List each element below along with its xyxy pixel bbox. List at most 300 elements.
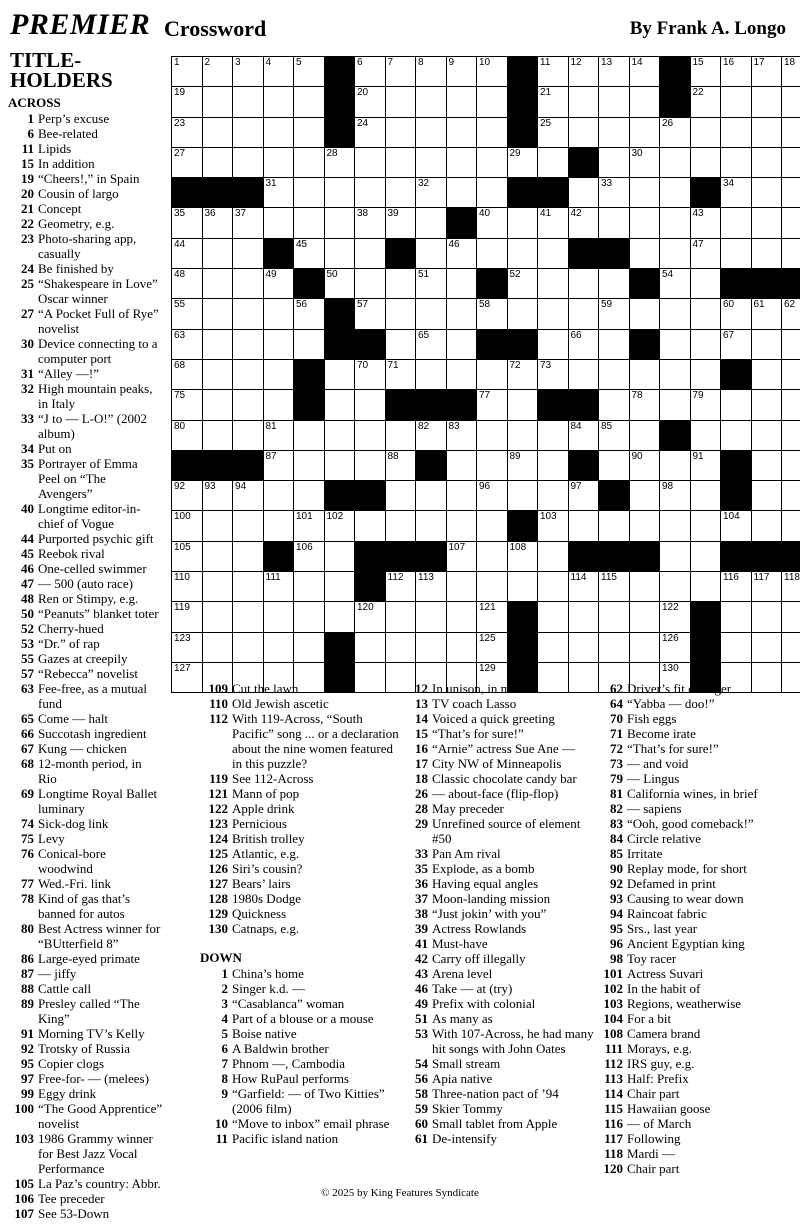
grid-cell[interactable] [447,602,477,631]
grid-cell[interactable] [691,87,721,116]
grid-cell[interactable] [508,299,538,328]
grid-cell[interactable] [599,148,629,177]
grid-cell[interactable] [386,299,416,328]
grid-cell[interactable] [447,57,477,86]
grid-cell[interactable] [599,390,629,419]
grid-cell[interactable] [477,481,507,510]
grid-cell[interactable] [172,481,202,510]
grid-cell[interactable] [752,148,782,177]
grid-cell[interactable] [660,239,690,268]
grid-cell[interactable] [172,269,202,298]
grid-cell[interactable] [355,390,385,419]
grid-cell[interactable] [447,178,477,207]
grid-cell[interactable] [477,148,507,177]
grid-cell[interactable] [782,633,800,662]
grid-cell[interactable] [203,269,233,298]
grid-cell[interactable] [172,208,202,237]
grid-cell[interactable] [386,118,416,147]
grid-cell[interactable] [203,390,233,419]
grid-cell[interactable] [569,481,599,510]
grid-cell[interactable] [203,360,233,389]
grid-cell[interactable] [477,178,507,207]
grid-cell[interactable] [416,572,446,601]
grid-cell[interactable] [386,269,416,298]
grid-cell[interactable] [203,542,233,571]
grid-cell[interactable] [508,542,538,571]
grid-cell[interactable] [294,239,324,268]
grid-cell[interactable] [782,239,800,268]
grid-cell[interactable] [294,421,324,450]
grid-cell[interactable] [447,299,477,328]
grid-cell[interactable] [599,330,629,359]
grid-cell[interactable] [447,148,477,177]
grid-cell[interactable] [569,87,599,116]
grid-cell[interactable] [660,330,690,359]
grid-cell[interactable] [752,178,782,207]
grid-cell[interactable] [294,511,324,540]
grid-cell[interactable] [691,118,721,147]
grid-cell[interactable] [538,451,568,480]
grid-cell[interactable] [752,511,782,540]
grid-cell[interactable] [477,451,507,480]
grid-cell[interactable] [538,299,568,328]
grid-cell[interactable] [538,421,568,450]
grid-cell[interactable] [447,572,477,601]
grid-cell[interactable] [752,633,782,662]
grid-cell[interactable] [782,148,800,177]
grid-cell[interactable] [538,148,568,177]
grid-cell[interactable] [538,330,568,359]
grid-cell[interactable] [630,148,660,177]
grid-cell[interactable] [630,602,660,631]
grid-cell[interactable] [447,239,477,268]
grid-cell[interactable] [782,511,800,540]
grid-cell[interactable] [691,299,721,328]
grid-cell[interactable] [264,360,294,389]
grid-cell[interactable] [538,542,568,571]
grid-cell[interactable] [721,633,751,662]
grid-cell[interactable] [172,87,202,116]
grid-cell[interactable] [538,87,568,116]
grid-cell[interactable] [203,421,233,450]
grid-cell[interactable] [477,239,507,268]
grid-cell[interactable] [264,57,294,86]
grid-cell[interactable] [599,360,629,389]
grid-cell[interactable] [264,511,294,540]
grid-cell[interactable] [172,390,202,419]
grid-cell[interactable] [172,118,202,147]
grid-cell[interactable] [294,208,324,237]
grid-cell[interactable] [691,330,721,359]
grid-cell[interactable] [416,299,446,328]
grid-cell[interactable] [782,330,800,359]
grid-cell[interactable] [508,148,538,177]
grid-cell[interactable] [599,269,629,298]
grid-cell[interactable] [172,572,202,601]
grid-cell[interactable] [325,148,355,177]
grid-cell[interactable] [660,208,690,237]
grid-cell[interactable] [416,421,446,450]
grid-cell[interactable] [782,390,800,419]
grid-cell[interactable] [691,451,721,480]
grid-cell[interactable] [752,360,782,389]
grid-cell[interactable] [569,118,599,147]
grid-cell[interactable] [569,511,599,540]
grid-cell[interactable] [386,148,416,177]
grid-cell[interactable] [691,57,721,86]
grid-cell[interactable] [721,330,751,359]
grid-cell[interactable] [355,299,385,328]
grid-cell[interactable] [599,421,629,450]
grid-cell[interactable] [569,572,599,601]
grid-cell[interactable] [294,87,324,116]
grid-cell[interactable] [233,360,263,389]
grid-cell[interactable] [416,633,446,662]
grid-cell[interactable] [355,178,385,207]
grid-cell[interactable] [721,602,751,631]
grid-cell[interactable] [660,178,690,207]
grid-cell[interactable] [203,330,233,359]
grid-cell[interactable] [782,57,800,86]
grid-cell[interactable] [691,148,721,177]
grid-cell[interactable] [691,511,721,540]
grid-cell[interactable] [355,511,385,540]
grid-cell[interactable] [752,602,782,631]
grid-cell[interactable] [294,451,324,480]
grid-cell[interactable] [447,87,477,116]
grid-cell[interactable] [325,602,355,631]
grid-cell[interactable] [233,269,263,298]
grid-cell[interactable] [172,360,202,389]
grid-cell[interactable] [355,269,385,298]
grid-cell[interactable] [294,330,324,359]
grid-cell[interactable] [782,118,800,147]
grid-cell[interactable] [477,299,507,328]
grid-cell[interactable] [233,602,263,631]
grid-cell[interactable] [691,390,721,419]
grid-cell[interactable] [294,57,324,86]
grid-cell[interactable] [660,481,690,510]
grid-cell[interactable] [752,390,782,419]
grid-cell[interactable] [447,118,477,147]
grid-cell[interactable] [447,511,477,540]
grid-cell[interactable] [264,421,294,450]
grid-cell[interactable] [294,178,324,207]
grid-cell[interactable] [630,633,660,662]
grid-cell[interactable] [538,118,568,147]
grid-cell[interactable] [538,239,568,268]
grid-cell[interactable] [355,633,385,662]
grid-cell[interactable] [172,511,202,540]
grid-cell[interactable] [752,330,782,359]
grid-cell[interactable] [721,390,751,419]
grid-cell[interactable] [172,633,202,662]
grid-cell[interactable] [386,633,416,662]
grid-cell[interactable] [264,208,294,237]
grid-cell[interactable] [538,269,568,298]
grid-cell[interactable] [325,542,355,571]
grid-cell[interactable] [599,87,629,116]
grid-cell[interactable] [264,481,294,510]
grid-cell[interactable] [477,421,507,450]
grid-cell[interactable] [233,481,263,510]
grid-cell[interactable] [386,330,416,359]
grid-cell[interactable] [477,511,507,540]
grid-cell[interactable] [264,299,294,328]
grid-cell[interactable] [386,421,416,450]
grid-cell[interactable] [477,633,507,662]
grid-cell[interactable] [721,148,751,177]
grid-cell[interactable] [721,208,751,237]
grid-cell[interactable] [630,390,660,419]
grid-cell[interactable] [630,118,660,147]
grid-cell[interactable] [782,360,800,389]
grid-cell[interactable] [325,421,355,450]
grid-cell[interactable] [569,57,599,86]
grid-cell[interactable] [752,57,782,86]
grid-cell[interactable] [416,148,446,177]
grid-cell[interactable] [172,57,202,86]
grid-cell[interactable] [538,481,568,510]
grid-cell[interactable] [630,421,660,450]
grid-cell[interactable] [386,451,416,480]
grid-cell[interactable] [630,451,660,480]
grid-cell[interactable] [569,602,599,631]
grid-cell[interactable] [660,572,690,601]
grid-cell[interactable] [752,118,782,147]
grid-cell[interactable] [752,451,782,480]
grid-cell[interactable] [355,57,385,86]
grid-cell[interactable] [294,148,324,177]
grid-cell[interactable] [355,208,385,237]
grid-cell[interactable] [691,360,721,389]
grid-cell[interactable] [691,269,721,298]
grid-cell[interactable] [233,208,263,237]
grid-cell[interactable] [477,57,507,86]
grid-cell[interactable] [416,360,446,389]
grid-cell[interactable] [782,208,800,237]
grid-cell[interactable] [630,299,660,328]
grid-cell[interactable] [721,118,751,147]
grid-cell[interactable] [660,542,690,571]
grid-cell[interactable] [325,269,355,298]
grid-cell[interactable] [325,208,355,237]
grid-cell[interactable] [508,208,538,237]
grid-cell[interactable] [599,572,629,601]
grid-cell[interactable] [355,118,385,147]
grid-cell[interactable] [630,208,660,237]
grid-cell[interactable] [416,330,446,359]
grid-cell[interactable] [752,299,782,328]
grid-cell[interactable] [325,390,355,419]
grid-cell[interactable] [355,239,385,268]
grid-cell[interactable] [752,421,782,450]
grid-cell[interactable] [477,87,507,116]
grid-cell[interactable] [508,360,538,389]
grid-cell[interactable] [233,511,263,540]
grid-cell[interactable] [508,390,538,419]
grid-cell[interactable] [782,178,800,207]
grid-cell[interactable] [721,299,751,328]
grid-cell[interactable] [752,572,782,601]
grid-cell[interactable] [569,269,599,298]
grid-cell[interactable] [416,87,446,116]
grid-cell[interactable] [325,572,355,601]
grid-cell[interactable] [752,239,782,268]
grid-cell[interactable] [447,421,477,450]
grid-cell[interactable] [416,208,446,237]
grid-cell[interactable] [355,421,385,450]
grid-cell[interactable] [416,118,446,147]
grid-cell[interactable] [233,118,263,147]
grid-cell[interactable] [172,148,202,177]
grid-cell[interactable] [721,57,751,86]
grid-cell[interactable] [508,239,538,268]
grid-cell[interactable] [660,602,690,631]
grid-cell[interactable] [599,633,629,662]
grid-cell[interactable] [325,360,355,389]
grid-cell[interactable] [721,178,751,207]
grid-cell[interactable] [569,421,599,450]
grid-cell[interactable] [752,481,782,510]
grid-cell[interactable] [355,148,385,177]
grid-cell[interactable] [386,87,416,116]
grid-cell[interactable] [447,542,477,571]
grid-cell[interactable] [294,602,324,631]
grid-cell[interactable] [203,511,233,540]
grid-cell[interactable] [630,239,660,268]
grid-cell[interactable] [233,572,263,601]
grid-cell[interactable] [325,511,355,540]
grid-cell[interactable] [660,269,690,298]
grid-cell[interactable] [416,57,446,86]
grid-cell[interactable] [233,57,263,86]
grid-cell[interactable] [294,481,324,510]
grid-cell[interactable] [630,572,660,601]
grid-cell[interactable] [233,633,263,662]
grid-cell[interactable] [264,148,294,177]
grid-cell[interactable] [599,602,629,631]
grid-cell[interactable] [203,481,233,510]
grid-cell[interactable] [752,87,782,116]
grid-cell[interactable] [691,572,721,601]
grid-cell[interactable] [538,360,568,389]
grid-cell[interactable] [508,572,538,601]
grid-cell[interactable] [691,208,721,237]
grid-cell[interactable] [325,451,355,480]
grid-cell[interactable] [294,633,324,662]
grid-cell[interactable] [721,421,751,450]
grid-cell[interactable] [172,299,202,328]
grid-cell[interactable] [355,87,385,116]
grid-cell[interactable] [569,178,599,207]
grid-cell[interactable] [660,299,690,328]
grid-cell[interactable] [569,299,599,328]
grid-cell[interactable] [660,360,690,389]
grid-cell[interactable] [203,208,233,237]
grid-cell[interactable] [660,451,690,480]
grid-cell[interactable] [447,633,477,662]
grid-cell[interactable] [172,239,202,268]
grid-cell[interactable] [508,481,538,510]
grid-cell[interactable] [294,299,324,328]
grid-cell[interactable] [721,239,751,268]
grid-cell[interactable] [264,572,294,601]
grid-cell[interactable] [172,663,202,692]
grid-cell[interactable] [386,602,416,631]
grid-cell[interactable] [203,148,233,177]
grid-cell[interactable] [386,572,416,601]
grid-cell[interactable] [569,330,599,359]
grid-cell[interactable] [477,572,507,601]
grid-cell[interactable] [508,421,538,450]
grid-cell[interactable] [599,451,629,480]
grid-cell[interactable] [447,451,477,480]
grid-cell[interactable] [477,390,507,419]
grid-cell[interactable] [569,633,599,662]
grid-cell[interactable] [691,542,721,571]
grid-cell[interactable] [477,208,507,237]
grid-cell[interactable] [203,572,233,601]
grid-cell[interactable] [172,542,202,571]
grid-cell[interactable] [203,118,233,147]
grid-cell[interactable] [233,148,263,177]
grid-cell[interactable] [233,542,263,571]
grid-cell[interactable] [599,208,629,237]
grid-cell[interactable] [325,239,355,268]
grid-cell[interactable] [386,178,416,207]
grid-cell[interactable] [782,421,800,450]
grid-cell[interactable] [599,299,629,328]
grid-cell[interactable] [721,511,751,540]
grid-cell[interactable] [355,602,385,631]
grid-cell[interactable] [508,269,538,298]
grid-cell[interactable] [538,511,568,540]
grid-cell[interactable] [416,269,446,298]
grid-cell[interactable] [782,602,800,631]
grid-cell[interactable] [355,360,385,389]
grid-cell[interactable] [264,633,294,662]
grid-cell[interactable] [782,572,800,601]
grid-cell[interactable] [630,511,660,540]
grid-cell[interactable] [233,299,263,328]
grid-cell[interactable] [569,208,599,237]
grid-cell[interactable] [660,511,690,540]
grid-cell[interactable] [599,511,629,540]
grid-cell[interactable] [691,481,721,510]
grid-cell[interactable] [538,572,568,601]
grid-cell[interactable] [172,602,202,631]
grid-cell[interactable] [172,330,202,359]
grid-cell[interactable] [264,390,294,419]
grid-cell[interactable] [630,481,660,510]
grid-cell[interactable] [599,118,629,147]
grid-cell[interactable] [630,87,660,116]
grid-cell[interactable] [416,178,446,207]
grid-cell[interactable] [294,542,324,571]
grid-cell[interactable] [416,481,446,510]
grid-cell[interactable] [233,421,263,450]
grid-cell[interactable] [660,390,690,419]
grid-cell[interactable] [721,87,751,116]
grid-cell[interactable] [599,57,629,86]
grid-cell[interactable] [538,633,568,662]
grid-cell[interactable] [264,118,294,147]
grid-cell[interactable] [660,118,690,147]
grid-cell[interactable] [386,208,416,237]
grid-cell[interactable] [538,57,568,86]
grid-cell[interactable] [508,451,538,480]
